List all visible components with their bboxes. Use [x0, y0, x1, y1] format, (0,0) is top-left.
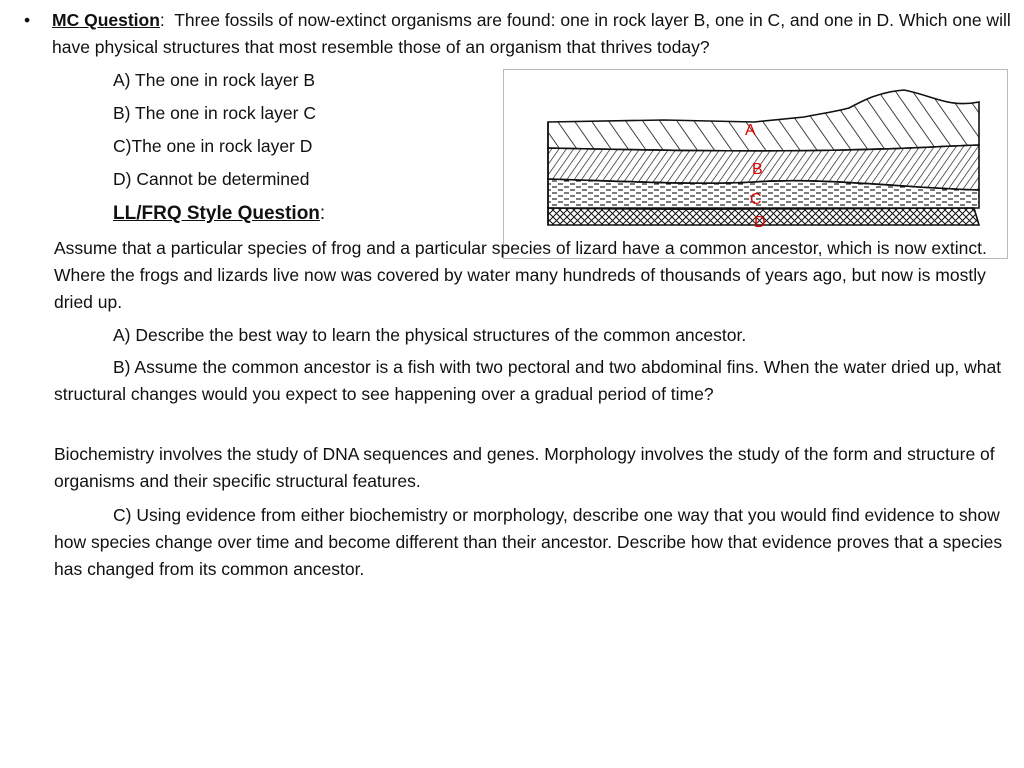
layer-label-d: D — [754, 214, 766, 231]
frq-title: LL/FRQ Style Question — [113, 203, 320, 224]
mc-question — [52, 7, 1020, 61]
rock-layer-a — [548, 90, 979, 151]
frq-title-colon: : — [319, 203, 326, 224]
bullet-point: • — [24, 10, 31, 30]
layer-label-a: A — [745, 122, 756, 139]
frq-intro: Assume that a particular species of frog and a particular species of lizard have a common ancestor, which is now extinct. Where the frogs and lizards live now was covered by water many hundreds of thousands of years ago, but now is mostly dried up. — [54, 238, 987, 312]
mc-question-text: Three fossils of now-extinct organisms are found: one in rock layer B, one in C, and one in D. Which one will have physical structures that most resemble those of an organism that thrives today? — [52, 10, 1011, 57]
layer-label-b: B — [752, 161, 763, 178]
mc-option-d: D) Cannot be determined — [113, 169, 310, 189]
frq-heading — [113, 200, 325, 227]
mc-question-label: MC Question — [52, 10, 160, 30]
frq-part-b: B) Assume the common ancestor is a fish with two pectoral and two abdominal fins. When the water dried up, what structural changes would you expect to see happening over a gradual period of time? — [54, 357, 1002, 404]
layer-label-c: C — [750, 191, 762, 208]
mc-option-a: A) The one in rock layer B — [113, 70, 315, 90]
mc-option-c: C)The one in rock layer D — [113, 136, 313, 156]
frq-part-c: C) Using evidence from either biochemistry or morphology, describe one way that you would find evidence to show how species change over time and become different than their ancestor. Describe how that evidence proves that a species has changed from its common ancestor. — [54, 505, 1003, 579]
frq-definitions: Biochemistry involves the study of DNA sequences and genes. Morphology involves the study of the form and structure of organisms and their specific structural features. — [54, 444, 995, 491]
mc-option-b: B) The one in rock layer C — [113, 103, 316, 123]
rock-layers-figure — [503, 69, 1008, 259]
frq-part-a: A) Describe the best way to learn the physical structures of the common ancestor. — [113, 325, 747, 345]
mc-question-colon: : — [159, 10, 165, 30]
